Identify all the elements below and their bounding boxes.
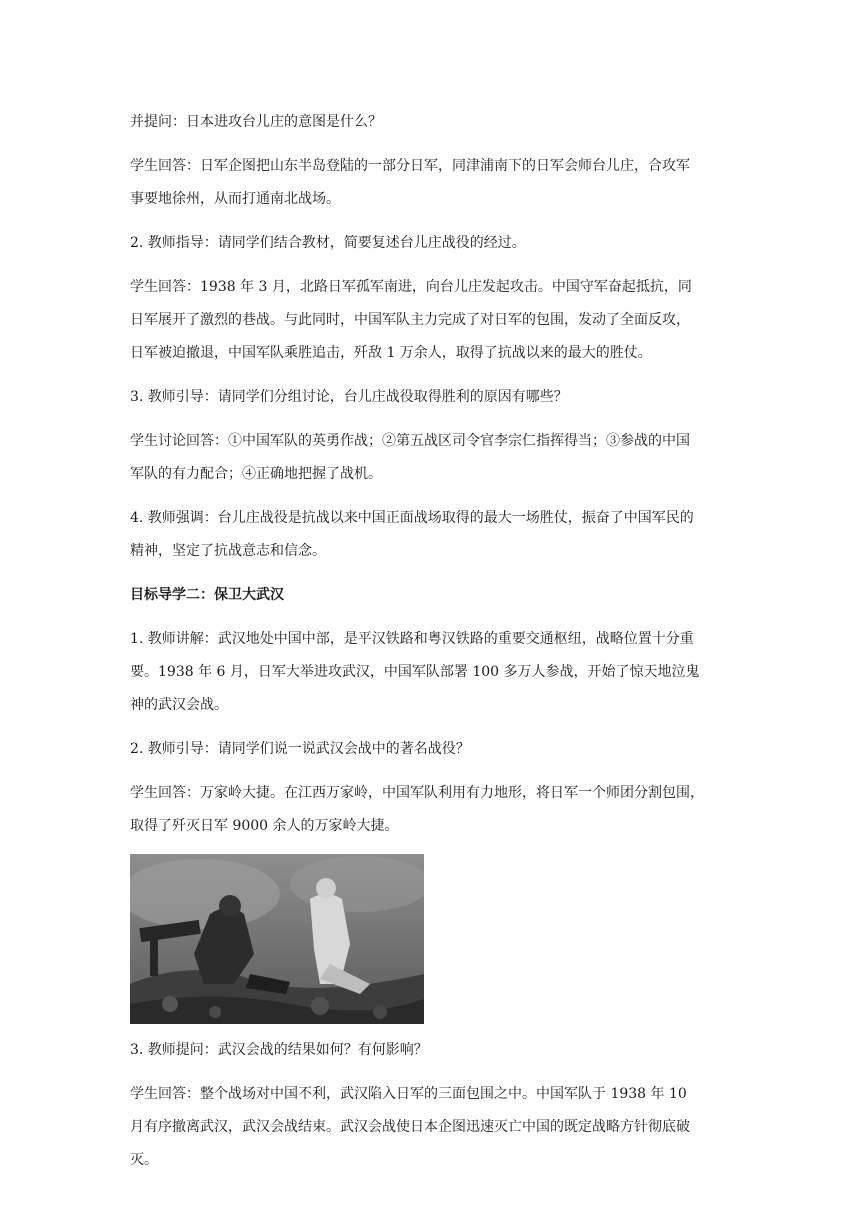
paragraph-teacher-question-result: 3. 教师提问：武汉会战的结果如何？有何影响？: [130, 1042, 428, 1058]
paragraph-teacher-emphasis: 4. 教师强调：台儿庄战役是抗战以来中国正面战场取得的最大一场胜仗，振奋了中国军民的 精神，坚定了抗战意志和信念。: [130, 510, 694, 559]
paragraph-student-discussion-answer: 学生讨论回答：①中国军队的英勇作战；②第五战区司令官李宗仁指挥得当；③参战的中国 军队的有力配合；④正确地把握了战机。: [130, 433, 690, 482]
paragraph-student-answer-result: 学生回答：整个战场对中国不利，武汉陷入日军的三面包围之中。中国军队于 1938 年 10 月有序撤离武汉，武汉会战结束。武汉会战使日本企图迅速灭亡中国的既定战略方针彻底破 灭。: [130, 1086, 690, 1168]
battle-photo-image: [130, 854, 424, 1024]
battle-photo: [130, 854, 424, 1024]
paragraph-teacher-guide-taierzhuang: 2. 教师指导：请同学们结合教材，简要复述台儿庄战役的经过。: [130, 235, 526, 251]
paragraph-teacher-explain-wuhan: 1. 教师讲解：武汉地处中国中部，是平汉铁路和粤汉铁路的重要交通枢纽，战略位置十分重 要。1938 年 6 月，日军大举进攻武汉，中国军队部署 100 多万人参战，开始了惊天地泣鬼 神的武汉会战。: [130, 631, 700, 713]
paragraph-teacher-guide-discussion: 3. 教师引导：请同学们分组讨论，台儿庄战役取得胜利的原因有哪些？: [130, 389, 568, 405]
paragraph-student-answer-wanjialing: 学生回答：万家岭大捷。在江西万家岭，中国军队利用有力地形，将日军一个师团分割包围， 取得了歼灭日军 9000 余人的万家岭大捷。: [130, 785, 704, 834]
paragraph-student-answer-battle: 学生回答：1938 年 3 月，北路日军孤军南进，向台儿庄发起攻击。中国守军奋起抵抗，同 日军展开了激烈的巷战。与此同时，中国军队主力完成了对日军的包围，发动了全面反攻， 日军被迫撤退，中国军队乘胜追击，歼敌 1 万余人，取得了抗战以来的最大的胜仗。: [130, 279, 692, 361]
paragraph-student-answer-intent: 学生回答：日军企图把山东半岛登陆的一部分日军，同津浦南下的日军会师台儿庄，合攻军 事要地徐州，从而打通南北战场。: [130, 158, 690, 207]
document-body: [130, 106, 730, 1188]
paragraph-teacher-guide-wuhan: 2. 教师引导：请同学们说一说武汉会战中的著名战役？: [130, 741, 470, 757]
section-heading-wuhan: 目标导学二：保卫大武汉: [130, 587, 284, 603]
paragraph-question-intent: 并提问：日本进攻台儿庄的意图是什么？: [130, 114, 382, 130]
